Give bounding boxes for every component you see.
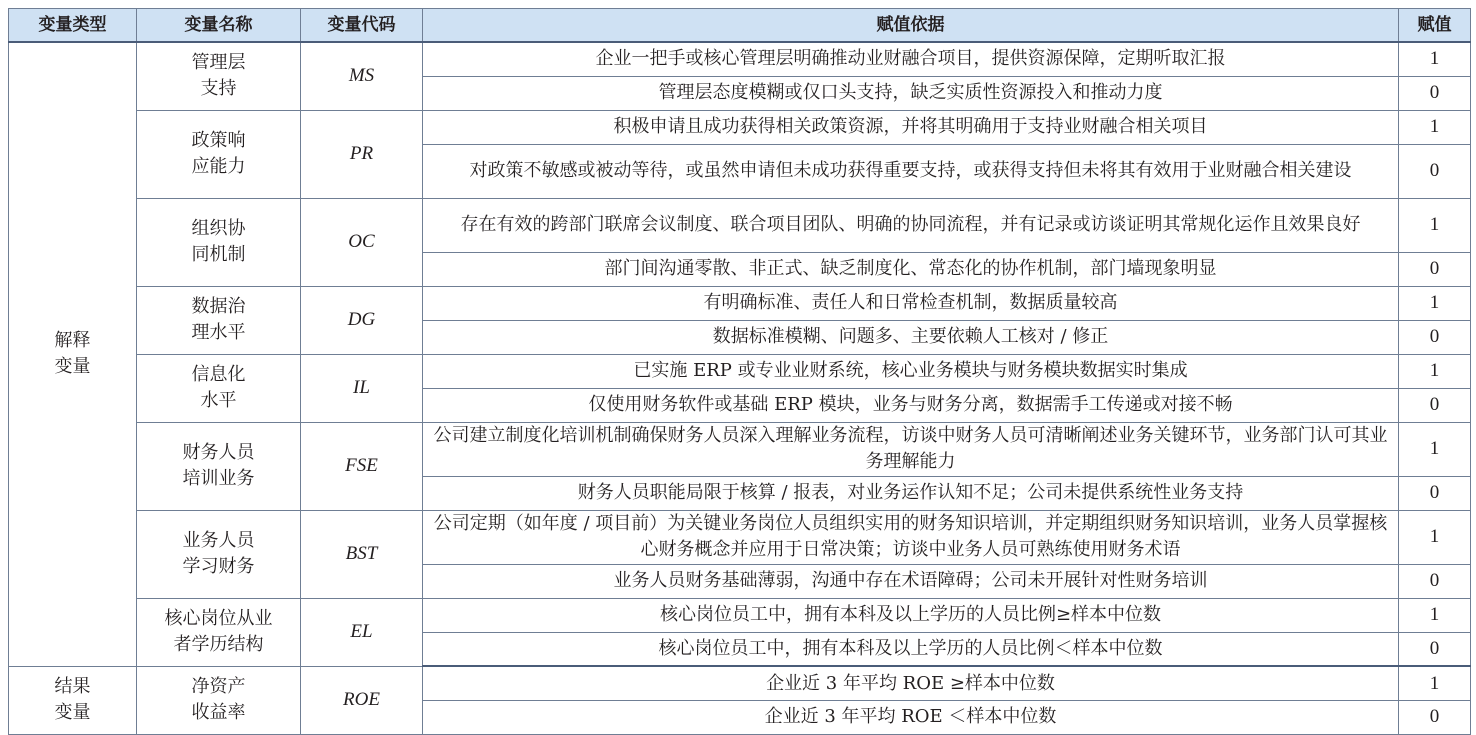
- assignment-basis-cell: 管理层态度模糊或仅口头支持，缺乏实质性资源投入和推动力度: [423, 76, 1399, 110]
- table-row: [9, 510, 1471, 564]
- table-row: [9, 666, 1471, 700]
- assigned-value-cell: 1: [1399, 354, 1471, 388]
- assignment-basis-cell: 公司建立制度化培训机制确保财务人员深入理解业务流程，访谈中财务人员可清晰阐述业务关键环节，业务部门认可其业务理解能力: [423, 422, 1399, 476]
- variable-assignment-table: [8, 8, 1471, 735]
- table-row: [9, 198, 1471, 252]
- assignment-basis-cell: 业务人员财务基础薄弱，沟通中存在术语障碍；公司未开展针对性财务培训: [423, 564, 1399, 598]
- assignment-basis-cell: 已实施 ERP 或专业业财系统，核心业务模块与财务模块数据实时集成: [423, 354, 1399, 388]
- assigned-value-cell: 1: [1399, 110, 1471, 144]
- variable-name-cell: 数据治 理水平: [137, 286, 301, 354]
- assignment-basis-cell: 公司定期（如年度 / 项目前）为关键业务岗位人员组织实用的财务知识培训，并定期组织财务知识培训，业务人员掌握核心财务概念并应用于日常决策；访谈中业务人员可熟练使用财务术语: [423, 510, 1399, 564]
- table-row: [9, 42, 1471, 76]
- assignment-basis-cell: 部门间沟通零散、非正式、缺乏制度化、常态化的协作机制，部门墙现象明显: [423, 252, 1399, 286]
- table-header-row: [9, 9, 1471, 43]
- assigned-value-cell: 0: [1399, 320, 1471, 354]
- assigned-value-cell: 0: [1399, 632, 1471, 666]
- assigned-value-cell: 0: [1399, 700, 1471, 734]
- variable-code-cell: FSE: [301, 422, 423, 510]
- table-body: [9, 42, 1471, 735]
- variable-name-cell: 组织协 同机制: [137, 198, 301, 286]
- assignment-basis-cell: 企业近 3 年平均 ROE ＜样本中位数: [423, 700, 1399, 734]
- assignment-basis-cell: 核心岗位员工中，拥有本科及以上学历的人员比例＜样本中位数: [423, 632, 1399, 666]
- variable-type-cell: 结果 变量: [9, 666, 137, 734]
- variable-code-cell: DG: [301, 286, 423, 354]
- assigned-value-cell: 0: [1399, 564, 1471, 598]
- variable-name-cell: 核心岗位从业 者学历结构: [137, 598, 301, 666]
- table-row: [9, 354, 1471, 388]
- assigned-value-cell: 0: [1399, 476, 1471, 510]
- assignment-basis-cell: 核心岗位员工中，拥有本科及以上学历的人员比例≥样本中位数: [423, 598, 1399, 632]
- header-variable-name: 变量名称: [137, 9, 301, 43]
- table-row: [9, 286, 1471, 320]
- assigned-value-cell: 1: [1399, 198, 1471, 252]
- assigned-value-cell: 1: [1399, 42, 1471, 76]
- variable-code-cell: IL: [301, 354, 423, 422]
- assigned-value-cell: 0: [1399, 76, 1471, 110]
- assigned-value-cell: 1: [1399, 666, 1471, 700]
- assigned-value-cell: 0: [1399, 252, 1471, 286]
- variable-name-cell: 业务人员 学习财务: [137, 510, 301, 598]
- variable-code-cell: BST: [301, 510, 423, 598]
- assignment-basis-cell: 仅使用财务软件或基础 ERP 模块，业务与财务分离，数据需手工传递或对接不畅: [423, 388, 1399, 422]
- assignment-basis-cell: 企业一把手或核心管理层明确推动业财融合项目，提供资源保障，定期听取汇报: [423, 42, 1399, 76]
- variable-name-cell: 政策响 应能力: [137, 110, 301, 198]
- variable-name-cell: 管理层 支持: [137, 42, 301, 110]
- variable-name-cell: 信息化 水平: [137, 354, 301, 422]
- variable-code-cell: EL: [301, 598, 423, 666]
- assignment-basis-cell: 有明确标准、责任人和日常检查机制，数据质量较高: [423, 286, 1399, 320]
- assignment-basis-cell: 财务人员职能局限于核算 / 报表，对业务运作认知不足；公司未提供系统性业务支持: [423, 476, 1399, 510]
- assignment-basis-cell: 数据标准模糊、问题多、主要依赖人工核对 / 修正: [423, 320, 1399, 354]
- table-row: [9, 422, 1471, 476]
- assignment-basis-cell: 积极申请且成功获得相关政策资源，并将其明确用于支持业财融合相关项目: [423, 110, 1399, 144]
- top-margin: [0, 0, 1476, 8]
- assigned-value-cell: 1: [1399, 286, 1471, 320]
- variable-code-cell: OC: [301, 198, 423, 286]
- variable-code-cell: PR: [301, 110, 423, 198]
- assigned-value-cell: 1: [1399, 510, 1471, 564]
- assigned-value-cell: 1: [1399, 422, 1471, 476]
- variable-name-cell: 净资产 收益率: [137, 666, 301, 734]
- assignment-basis-cell: 对政策不敏感或被动等待，或虽然申请但未成功获得重要支持，或获得支持但未将其有效用于业财融合相关建设: [423, 144, 1399, 198]
- header-assigned-value: 赋值: [1399, 9, 1471, 43]
- table-row: [9, 110, 1471, 144]
- assigned-value-cell: 0: [1399, 388, 1471, 422]
- variable-code-cell: MS: [301, 42, 423, 110]
- assigned-value-cell: 1: [1399, 598, 1471, 632]
- header-variable-type: 变量类型: [9, 9, 137, 43]
- assignment-basis-cell: 存在有效的跨部门联席会议制度、联合项目团队、明确的协同流程，并有记录或访谈证明其常规化运作且效果良好: [423, 198, 1399, 252]
- variable-code-cell: ROE: [301, 666, 423, 734]
- variable-name-cell: 财务人员 培训业务: [137, 422, 301, 510]
- assigned-value-cell: 0: [1399, 144, 1471, 198]
- header-variable-code: 变量代码: [301, 9, 423, 43]
- table-row: [9, 598, 1471, 632]
- variable-type-cell: 解释 变量: [9, 42, 137, 666]
- header-assignment-basis: 赋值依据: [423, 9, 1399, 43]
- assignment-basis-cell: 企业近 3 年平均 ROE ≥样本中位数: [423, 666, 1399, 700]
